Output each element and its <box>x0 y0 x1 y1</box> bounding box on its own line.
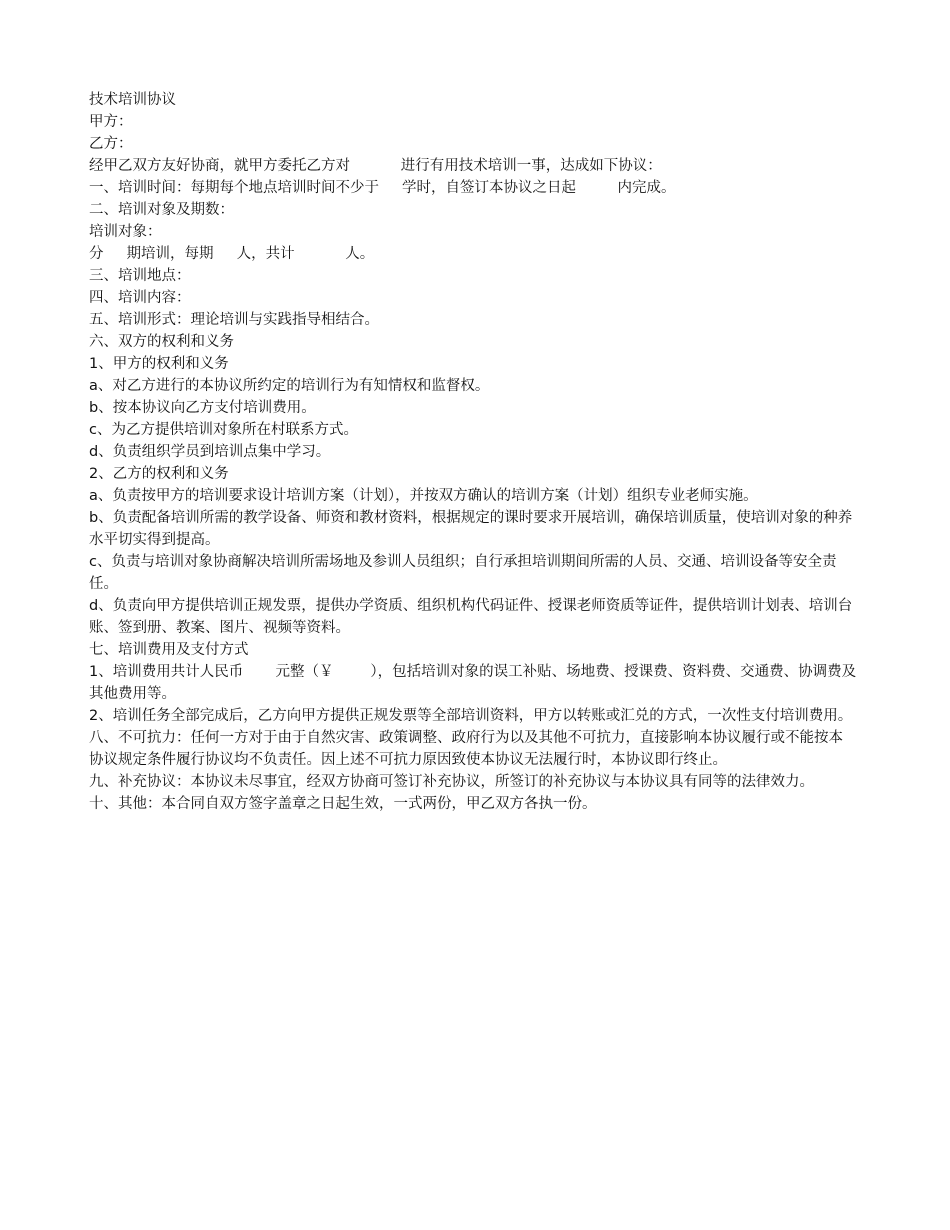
list-item: a、对乙方进行的本协议所约定的培训行为有知情权和监督权。 <box>89 378 490 394</box>
document-title: 技术培训协议 <box>89 92 176 108</box>
subsection-heading: 1、甲方的权利和义务 <box>89 356 229 372</box>
list-item: c、负责与培训对象协商解决培训所需场地及参训人员组织；自行承担培训期间所需的人员、交通、培训设备等安全责任。 <box>89 554 837 592</box>
list-item: d、负责向甲方提供培训正规发票，提供办学资质、组织机构代码证件、授课老师资质等证件，提供培训计划表、培训台账、签到册、教案、图片、视频等资料。 <box>89 598 853 636</box>
list-item: 2、培训任务全部完成后，乙方向甲方提供正规发票等全部培训资料，甲方以转账或汇兑的方式，一次性支付培训费用。 <box>89 708 853 724</box>
party-b-label: 乙方： <box>89 136 133 152</box>
list-item: c、为乙方提供培训对象所在村联系方式。 <box>89 422 358 438</box>
document-body <box>89 89 857 815</box>
paragraph: 一、培训时间：每期每个地点培训时间不少于 学时，自签订本协议之日起 内完成。 <box>89 180 676 196</box>
subsection-heading: 2、乙方的权利和义务 <box>89 466 229 482</box>
section-heading: 六、双方的权利和义务 <box>89 334 234 350</box>
section-heading: 二、培训对象及期数： <box>89 202 234 218</box>
section-heading: 四、培训内容： <box>89 290 191 306</box>
paragraph: 培训对象： <box>89 224 162 240</box>
section-heading: 三、培训地点： <box>89 268 191 284</box>
section-heading: 五、培训形式：理论培训与实践指导相结合。 <box>89 312 379 328</box>
paragraph: 经甲乙双方友好协商，就甲方委托乙方对 进行有用技术培训一事，达成如下协议： <box>89 158 662 174</box>
party-a-label: 甲方： <box>89 114 133 130</box>
section-heading: 七、培训费用及支付方式 <box>89 642 249 658</box>
list-item: a、负责按甲方的培训要求设计培训方案（计划），并按双方确认的培训方案（计划）组织专业老师实施。 <box>89 488 758 504</box>
section-paragraph: 十、其他：本合同自双方签字盖章之日起生效，一式两份，甲乙双方各执一份。 <box>89 796 597 812</box>
list-item: 1、培训费用共计人民币 元整（￥ ），包括培训对象的误工补贴、场地费、授课费、资料费、交通费、协调费及其他费用等。 <box>89 664 857 702</box>
section-paragraph: 九、补充协议：本协议未尽事宜，经双方协商可签订补充协议，所签订的补充协议与本协议具有同等的法律效力。 <box>89 774 814 790</box>
list-item: b、负责配备培训所需的教学设备、师资和教材资料，根据规定的课时要求开展培训，确保培训质量，使培训对象的种养水平切实得到提高。 <box>89 510 853 548</box>
list-item: d、负责组织学员到培训点集中学习。 <box>89 444 331 460</box>
section-paragraph: 八、不可抗力：任何一方对于由于自然灾害、政策调整、政府行为以及其他不可抗力，直接影响本协议履行或不能按本协议规定条件履行协议均不负责任。因上述不可抗力原因致使本协议无法履行时，本协议即行终止。 <box>89 730 843 768</box>
paragraph: 分 期培训，每期 人，共计 人。 <box>89 246 375 262</box>
list-item: b、按本协议向乙方支付培训费用。 <box>89 400 316 416</box>
